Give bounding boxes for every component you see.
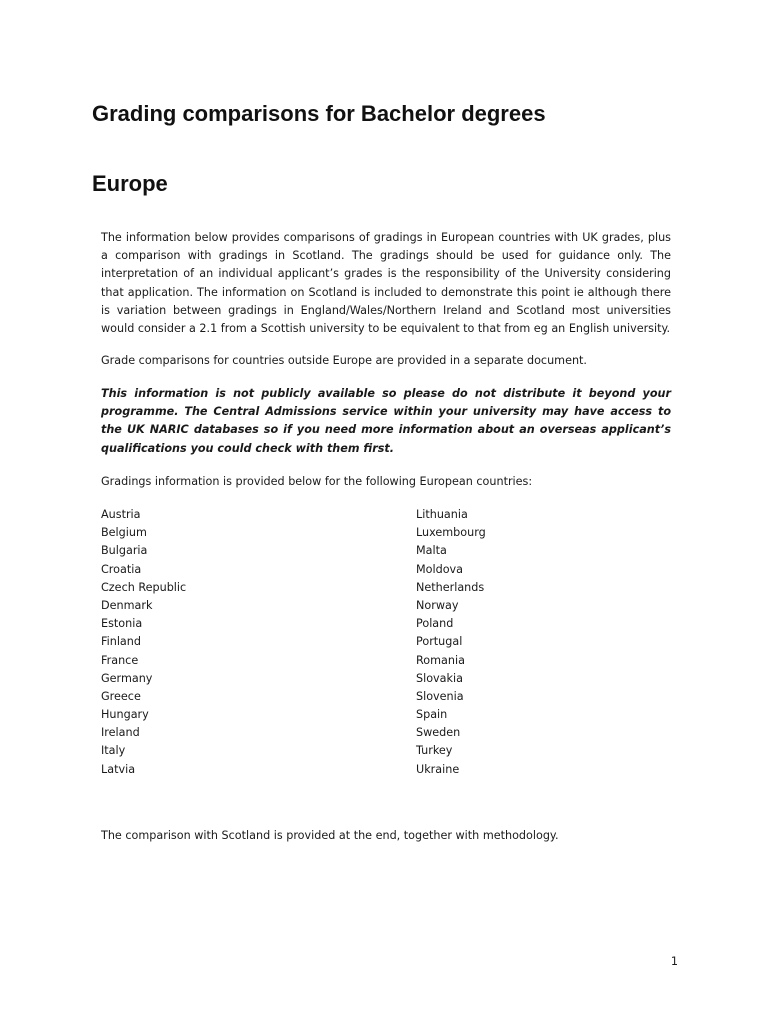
country-item: Luxembourg (416, 526, 486, 540)
country-item: Hungary (101, 708, 149, 722)
country-item: Germany (101, 671, 153, 685)
country-item: Portugal (416, 635, 463, 649)
country-item: Estonia (101, 617, 143, 631)
country-item: Norway (416, 598, 459, 612)
country-item: France (101, 653, 139, 667)
country-item: Slovakia (416, 671, 463, 685)
country-item: Poland (416, 617, 454, 631)
country-item: Austria (101, 508, 141, 521)
page-title: Grading comparisons for Bachelor degrees (92, 101, 546, 126)
country-item: Finland (101, 635, 141, 649)
country-item: Denmark (101, 598, 153, 612)
country-item: Bulgaria (101, 544, 148, 558)
country-item: Malta (416, 544, 447, 558)
scotland-note: The comparison with Scotland is provided at the end, together with methodology. (101, 829, 559, 842)
country-list-intro: Gradings information is provided below for the following European countries: (101, 475, 533, 488)
country-item: Romania (416, 653, 465, 667)
country-list-left (101, 506, 186, 779)
country-item: Latvia (101, 762, 136, 776)
country-item: Turkey (416, 744, 453, 758)
country-item: Greece (101, 689, 141, 703)
outside-europe-paragraph: Grade comparisons for countries outside Europe are provided in a separate document. (101, 354, 587, 367)
country-item: Spain (416, 708, 448, 722)
country-item: Ireland (101, 726, 140, 740)
country-item: Ukraine (416, 762, 460, 776)
country-item: Slovenia (416, 689, 464, 703)
country-item: Moldova (416, 562, 464, 576)
intro-paragraph: The information below provides comparisons of gradings in European countries with UK grades, plus a comparison with gradings in Scotland. The gradings should be used for guidance only. The interpretation of an individual applicant’s grades is the responsibility of the University considering that application. The information on Scotland is included to demonstrate this point ie although there is variation between gradings in England/Wales/Northern Ireland and Scotland most universities would consider a 2.1 from a Scottish university to be equivalent to that from eg an English university. (101, 231, 671, 336)
confidentiality-warning: This information is not publicly available so please do not distribute it beyond your programme. The Central Admissions service within your university may have access to the UK NARIC databases so if you need more information about an overseas applicant’s qualifications you could check with them first. (101, 387, 671, 455)
country-item: Croatia (101, 562, 142, 576)
country-item: Belgium (101, 526, 147, 540)
country-item: Sweden (416, 726, 461, 740)
country-list-right (416, 506, 486, 779)
section-title: Europe (92, 171, 168, 196)
country-item: Netherlands (416, 580, 485, 594)
country-item: Lithuania (416, 508, 468, 521)
country-item: Italy (101, 744, 126, 758)
country-item: Czech Republic (101, 580, 187, 594)
page-number: 1 (670, 955, 678, 968)
